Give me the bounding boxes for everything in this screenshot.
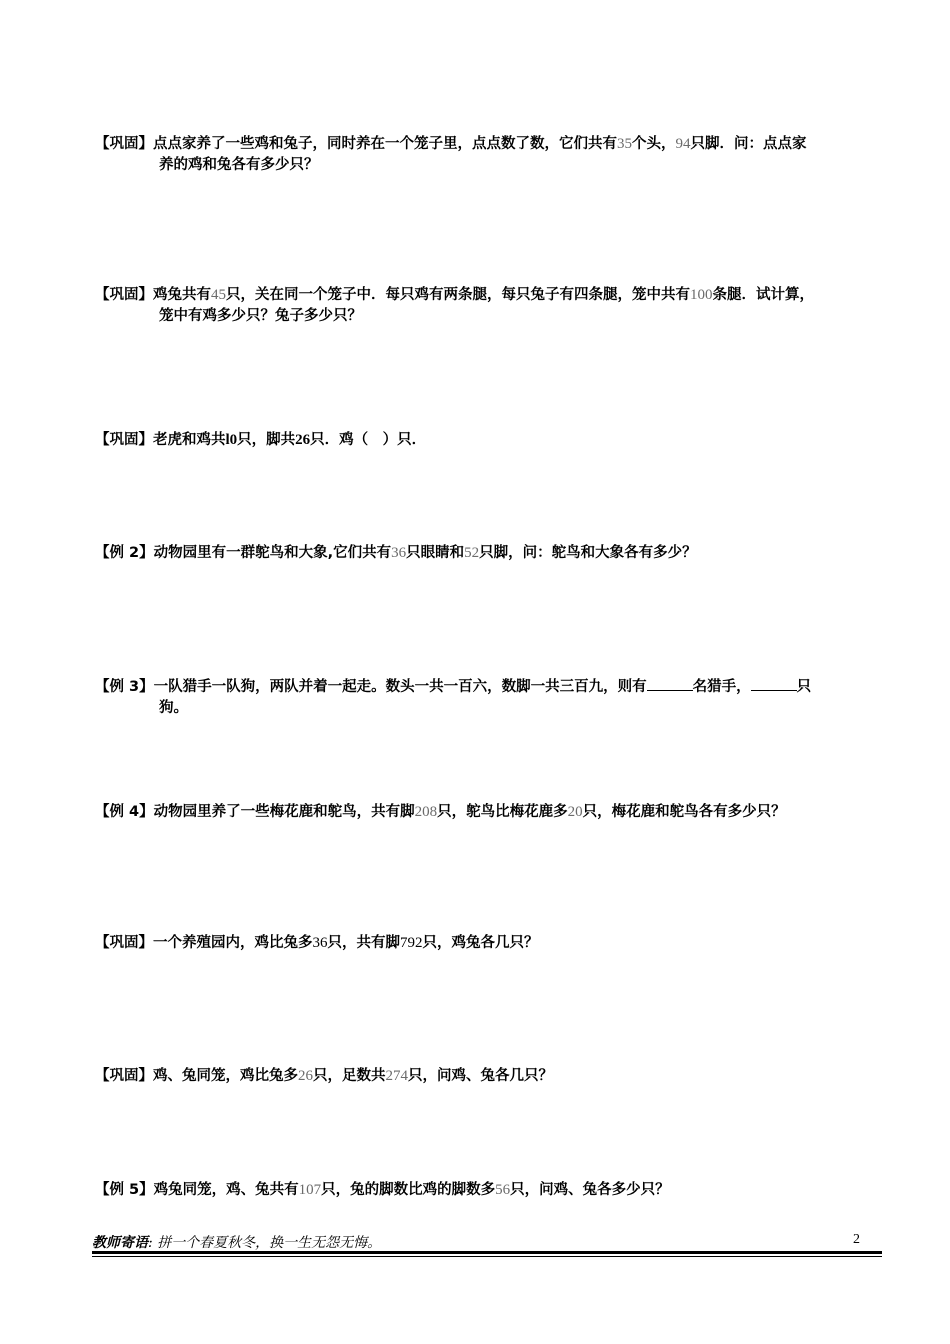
question-7: 【巩固】一个养殖园内，鸡比兔多36只，共有脚792只，鸡兔各几只？ <box>95 933 895 954</box>
question-tag: 【例 3】 <box>95 679 154 695</box>
question-9: 【例 5】鸡兔同笼，鸡、兔共有107只，兔的脚数比鸡的脚数多56只，问鸡、兔各多少只？ <box>95 1180 895 1201</box>
question-tag: 【巩固】 <box>95 1068 153 1084</box>
question-tag: 【例 5】 <box>95 1182 154 1198</box>
question-4: 【例 2】动物园里有一群鸵鸟和大象,它们共有36只眼睛和52只脚，问：鸵鸟和大象各有多少？ <box>95 543 895 564</box>
page-footer: 教师寄语: 拼一个春夏秋冬，换一生无怨无悔。 2 <box>92 1232 860 1251</box>
answer-blank[interactable] <box>751 676 797 691</box>
question-tag: 【巩固】 <box>95 935 153 951</box>
question-6: 【例 4】动物园里养了一些梅花鹿和鸵鸟，共有脚208只，鸵鸟比梅花鹿多20只，梅花鹿和鸵鸟各有多少只？ <box>95 802 895 823</box>
question-tag: 【例 2】 <box>95 545 154 561</box>
question-tag: 【巩固】 <box>95 287 153 303</box>
footer-rule-thin <box>92 1256 882 1257</box>
footer-rule-thick <box>92 1251 882 1254</box>
question-1: 【巩固】点点家养了一些鸡和兔子，同时养在一个笼子里，点点数了数，它们共有35个头，94只脚．问：点点家 养的鸡和兔各有多少只？ <box>95 136 807 173</box>
footer-motto: 拼一个春夏秋冬，换一生无怨无悔。 <box>152 1235 382 1251</box>
question-3: 【巩固】老虎和鸡共l0只，脚共26只．鸡（ ）只． <box>95 430 895 451</box>
answer-blank[interactable] <box>647 676 693 691</box>
question-2: 【巩固】鸡兔共有45只，关在同一个笼子中．每只鸡有两条腿，每只兔子有四条腿，笼中共有100条腿．试计算， 笼中有鸡多少只？兔子多少只？ <box>95 287 814 324</box>
page-number: 2 <box>853 1232 860 1247</box>
footer-label: 教师寄语 <box>92 1235 148 1251</box>
question-5: 【例 3】一队猎手一队狗，两队并着一起走。数头一共一百六，数脚一共三百九，则有 名猎手， 只 狗。 <box>95 676 895 719</box>
question-tag: 【例 4】 <box>95 804 154 820</box>
question-tag: 【巩固】 <box>95 432 153 448</box>
question-tag: 【巩固】 <box>95 136 153 152</box>
question-8: 【巩固】鸡、兔同笼，鸡比兔多26只，足数共274只，问鸡、兔各几只？ <box>95 1066 895 1087</box>
